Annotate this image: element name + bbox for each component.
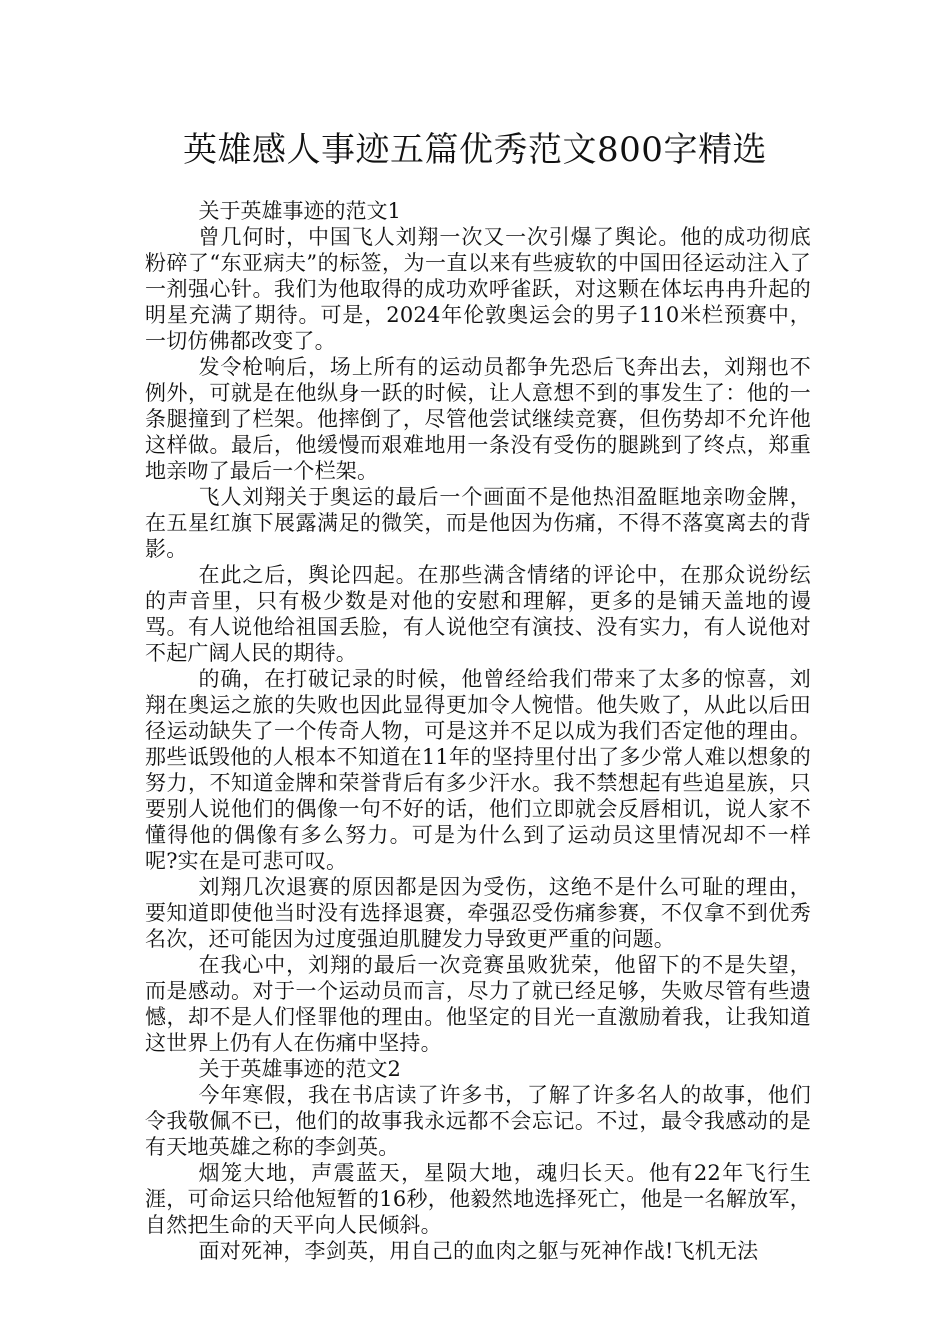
paragraph: 飞人刘翔关于奥运的最后一个画面不是他热泪盈眶地亲吻金牌，在五星红旗下展露满足的微笑，而是他因为伤痛，不得不落寞离去的背影。 (145, 485, 811, 561)
paragraph: 烟笼大地，声震蓝天，星陨大地，魂归长天。他有22年飞行生涯，可命运只给他短暂的16秒，他毅然地选择死亡，他是一名解放军，自然把生命的天平向人民倾斜。 (145, 1161, 811, 1237)
paragraph: 发令枪响后，场上所有的运动员都争先恐后飞奔出去，刘翔也不例外，可就是在他纵身一跃的时候，让人意想不到的事发生了：他的一条腿撞到了栏架。他摔倒了，尽管他尝试继续竞赛，但伤势却不允许他这样做。最后，他缓慢而艰难地用一条没有受伤的腿跳到了终点，郑重地亲吻了最后一个栏架。 (145, 355, 811, 483)
section-heading-2: 关于英雄事迹的范文2 (198, 1057, 401, 1081)
paragraph: 的确，在打破记录的时候，他曾经给我们带来了太多的惊喜，刘翔在奥运之旅的失败也因此显得更加令人惋惜。他失败了，从此以后田径运动缺失了一个传奇人物，可是这并不足以成为我们否定他的理由。那些诋毁他的人根本不知道在11年的坚持里付出了多少常人难以想象的努力，不知道金牌和荣誉背后有多少汗水。我不禁想起有些追星族，只要别人说他们的偶像一句不好的话，他们立即就会反唇相讥，说人家不懂得他的偶像有多么努力。可是为什么到了运动员这里情况却不一样呢?实在是可悲可叹。 (145, 667, 811, 873)
paragraph: 在此之后，舆论四起。在那些满含情绪的评论中，在那众说纷纭的声音里，只有极少数是对他的安慰和理解，更多的是铺天盖地的谩骂。有人说他给祖国丢脸，有人说他空有演技、没有实力，有人说他对不起广阔人民的期待。 (145, 563, 811, 665)
paragraph: 曾几何时，中国飞人刘翔一次又一次引爆了舆论。他的成功彻底粉碎了“东亚病夫”的标签，为一直以来有些疲软的中国田径运动注入了一剂强心针。我们为他取得的成功欢呼雀跃，对这颗在体坛冉冉升起的明星充满了期待。可是，2024年伦敦奥运会的男子110米栏预赛中，一切仿佛都改变了。 (145, 225, 811, 353)
document-body (145, 198, 811, 1264)
paragraph: 在我心中，刘翔的最后一次竞赛虽败犹荣，他留下的不是失望，而是感动。对于一个运动员而言，尽力了就已经足够，失败尽管有些遗憾，却不是人们怪罪他的理由。他坚定的目光一直激励着我，让我知道这世界上仍有人在伤痛中坚持。 (145, 953, 811, 1055)
document-title: 英雄感人事迹五篇优秀范文800字精选 (183, 130, 767, 170)
paragraph: 刘翔几次退赛的原因都是因为受伤，这绝不是什么可耻的理由，要知道即使他当时没有选择退赛，牵强忍受伤痛参赛，不仅拿不到优秀名次，还可能因为过度强迫肌腱发力导致更严重的问题。 (145, 875, 811, 951)
section-heading-1: 关于英雄事迹的范文1 (198, 199, 401, 223)
paragraph: 今年寒假，我在书店读了许多书，了解了许多名人的故事，他们令我敬佩不已，他们的故事我永远都不会忘记。不过，最令我感动的是有天地英雄之称的李剑英。 (145, 1083, 811, 1159)
paragraph: 面对死神，李剑英，用自己的血肉之躯与死神作战!飞机无法 (198, 1239, 759, 1263)
